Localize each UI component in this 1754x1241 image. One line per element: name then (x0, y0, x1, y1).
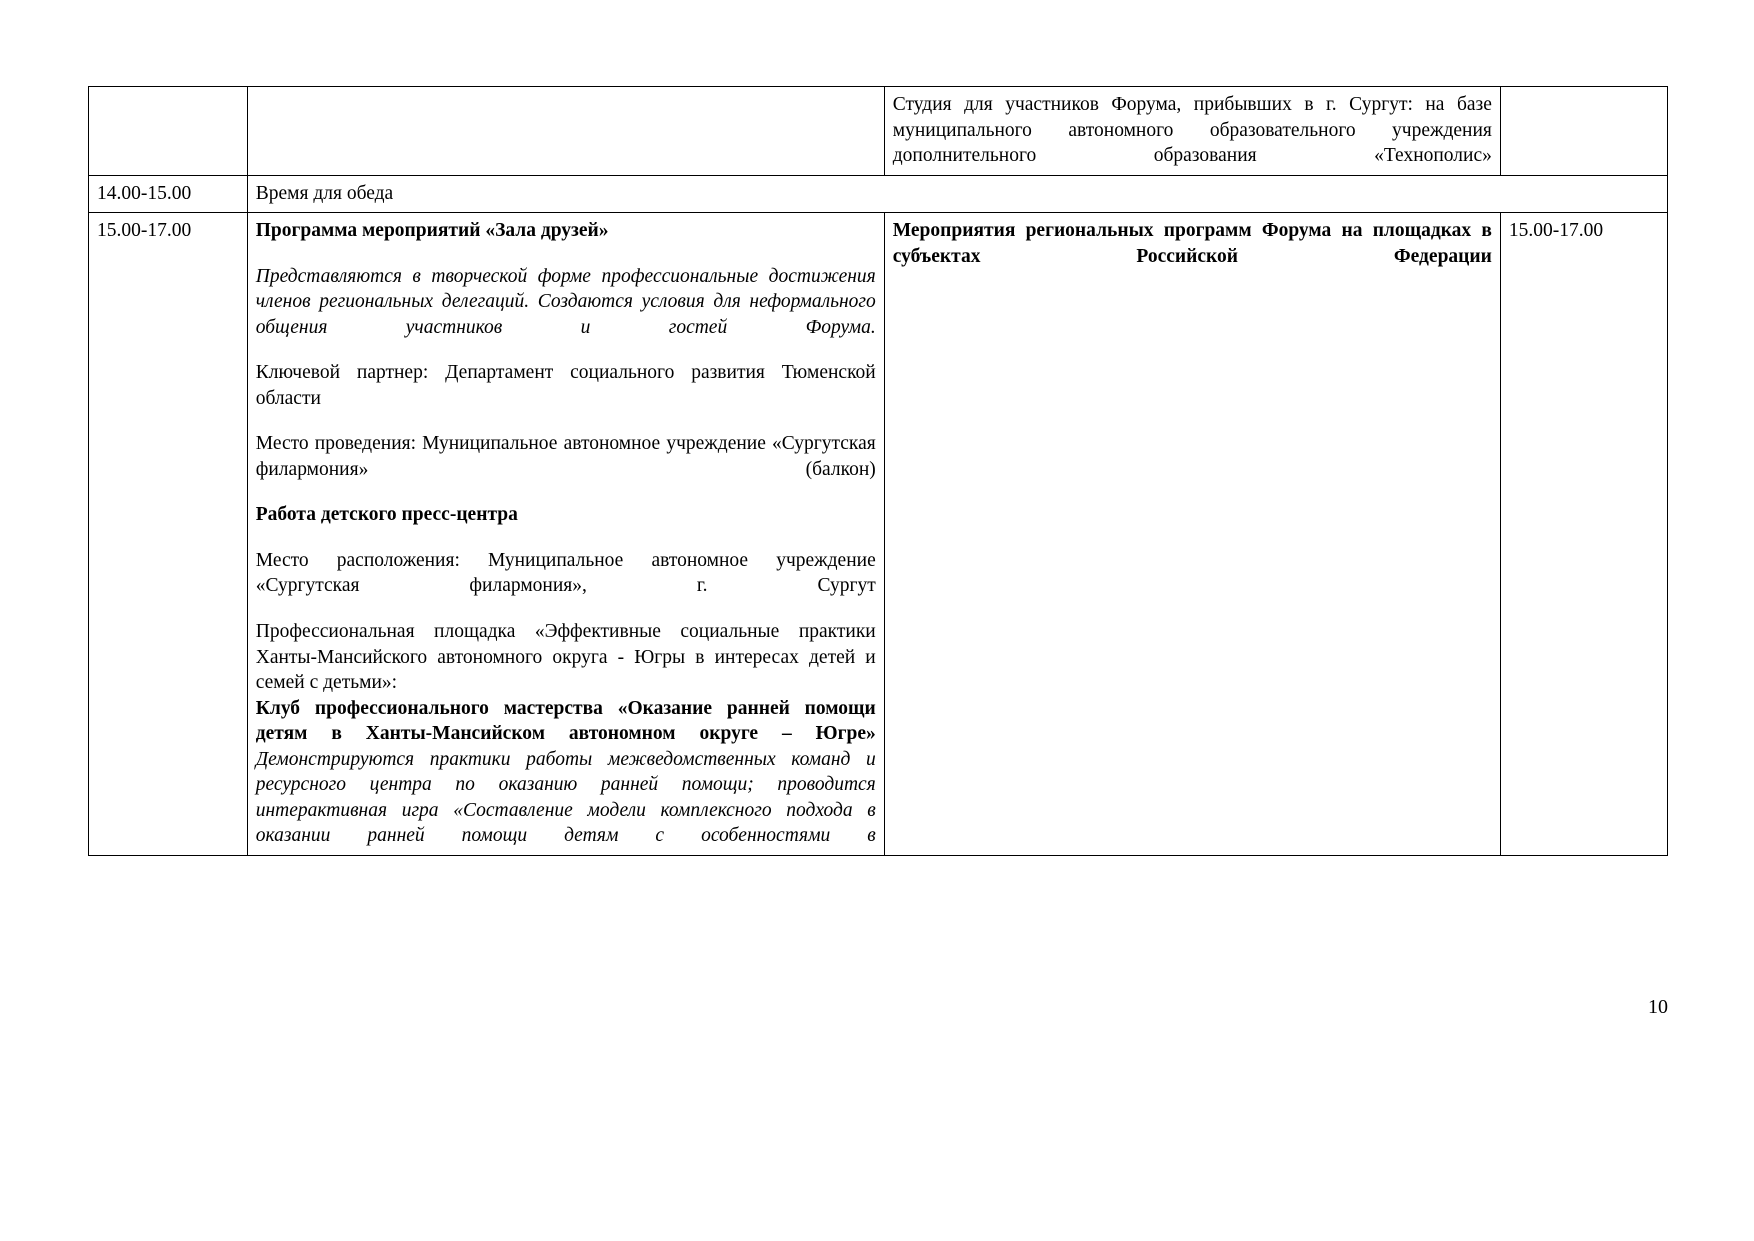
press-center-location: Место расположения: Муниципальное автономное учреждение «Сургутская филармония», г. Сургут (255, 549, 876, 597)
key-partner: Ключевой партнер: Департамент социального развития Тюменской области (255, 362, 876, 409)
cell-regional: Студия для участников Форума, прибывших в г. Сургут: на базе муниципального автономного образовательного учреждения дополнительного образования «Технополис» (884, 87, 1500, 176)
cell-time-secondary: 15.00-17.00 (1500, 213, 1667, 856)
page-number: 10 (1648, 996, 1668, 1018)
club-description: Демонстрируются практики работы межведомственных команд и ресурсного центра по оказанию ранней помощи; проводится интерактивная игра «Составление модели комплексного подхода в оказании ранней помощи детям с особенностями в (255, 748, 876, 847)
table-row (89, 87, 1668, 176)
cell-time-secondary (1500, 87, 1667, 176)
cell-time: 15.00-17.00 (89, 213, 248, 856)
program-title: Программа мероприятий «Зала друзей» (255, 220, 609, 242)
press-center-title: Работа детского пресс-центра (255, 504, 518, 526)
regional-programs-title: Мероприятия региональных программ Форума на площадках в субъектах Российской Федерации (892, 220, 1492, 267)
program-description: Представляются в творческой форме профессиональные достижения членов региональных делегаций. Создаются условия для неформального общения участников и гостей Форума. (255, 265, 876, 338)
cell-main-program (247, 213, 884, 856)
table-row (89, 175, 1668, 213)
schedule-table (88, 86, 1668, 856)
cell-time (89, 87, 248, 176)
cell-regional (884, 213, 1500, 856)
cell-time: 14.00-15.00 (89, 175, 248, 213)
table-row (89, 213, 1668, 856)
venue: Место проведения: Муниципальное автономное учреждение «Сургутская филармония» (балкон) (255, 433, 876, 480)
cell-main (247, 87, 884, 176)
cell-main: Время для обеда (247, 175, 1667, 213)
professional-platform: Профессиональная площадка «Эффективные социальные практики Ханты-Мансийского автономного округа - Югры в интересах детей и семей с детьми»: (255, 620, 876, 694)
club-title: Клуб профессионального мастерства «Оказание ранней помощи детям в Ханты-Мансийском автономном округе – Югре» (255, 697, 876, 745)
